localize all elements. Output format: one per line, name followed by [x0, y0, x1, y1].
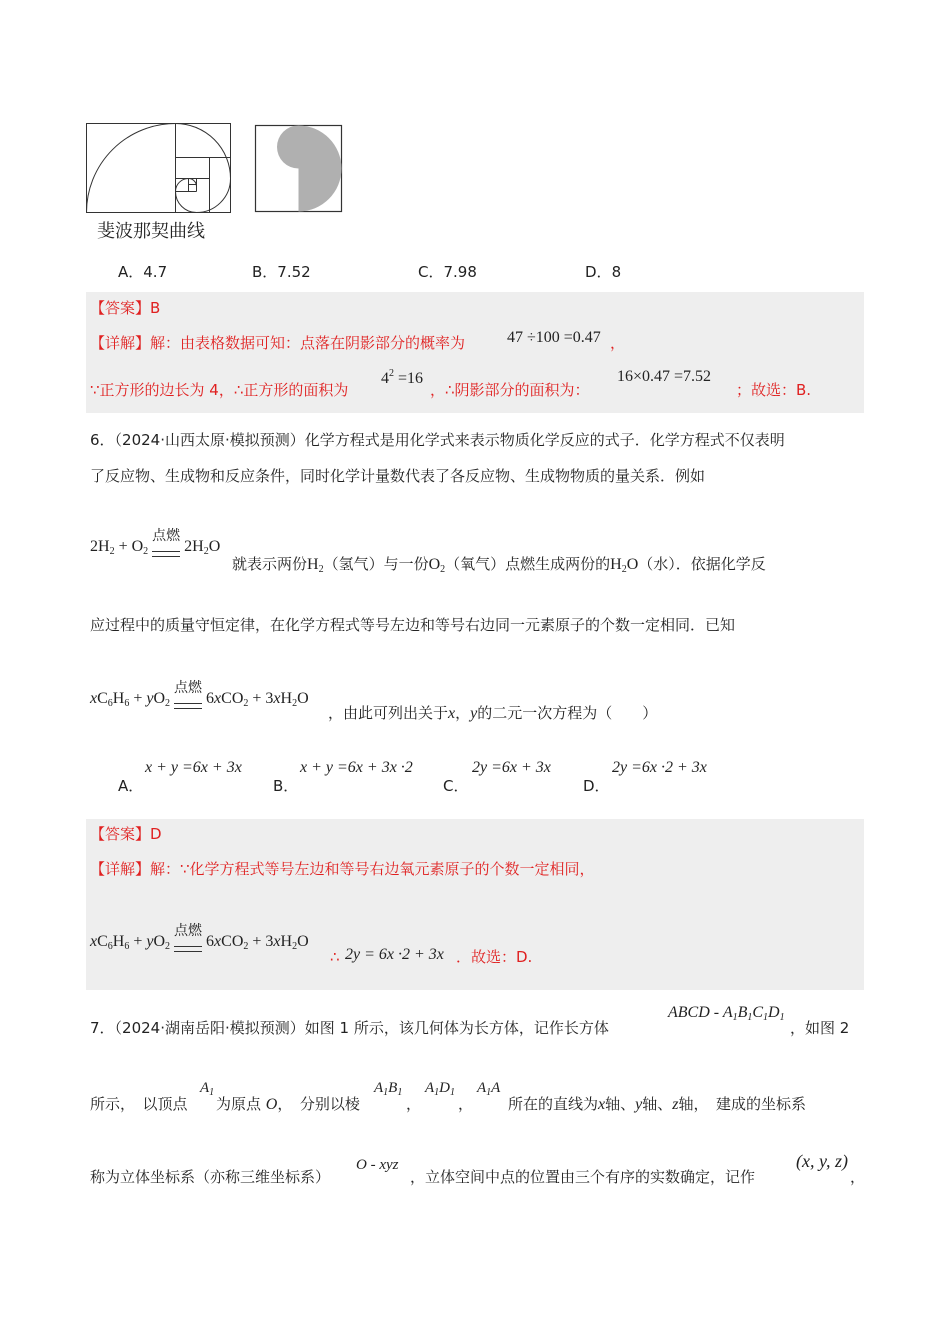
shaded-square-figure	[256, 126, 342, 212]
q7-line-2b: 为原点 O， 分别以棱	[216, 1095, 360, 1113]
option-c-math: 2y =6x + 3x	[472, 759, 551, 776]
q6-line-5: ，由此可列出关于x，y的二元一次方程为（ ）	[328, 704, 658, 722]
final-text: ．故选：D.	[456, 948, 533, 966]
q7-line-3b: ，立体空间中点的位置由三个有序的实数确定，记作	[410, 1168, 756, 1186]
comma-sep: ，	[458, 1095, 474, 1113]
edge-a1a: $A_1A$	[477, 1080, 501, 1098]
water-equation: $2H_2 + O_2$ 点燃 $2H_2O$	[90, 538, 220, 557]
probability-formula: 47 ÷100 =0.47	[507, 329, 601, 346]
area-formula: $4^2 =16$	[381, 368, 424, 387]
option-a-letter: A．	[118, 777, 144, 795]
answer-label: 【答案】B	[90, 299, 161, 317]
edge-a1d1: $A_1D_1$	[425, 1080, 456, 1098]
option-b-letter: B．	[273, 777, 299, 795]
q6-line-2: 了反应物、生成物和反应条件，同时化学计量数代表了各反应物、生成物物质的量关系．例如	[90, 467, 706, 485]
q6-line-3: 就表示两份$H_2$（氢气）与一份$O_2$（氧气）点燃生成两份的$H_2O$（水）．依据化学反	[232, 555, 766, 575]
option-b: B．7.52	[252, 263, 311, 281]
edge-a1b1: $A_1B_1$	[374, 1080, 403, 1098]
q7-line-3a: 称为立体坐标系（亦称三维坐标系）	[90, 1168, 331, 1186]
option-a: A．4.7	[118, 263, 168, 281]
q6-line-1: 6．（2024·山西太原·模拟预测）化学方程式是用化学式来表示物质化学反应的式子．化学方程式不仅表明	[90, 431, 785, 449]
option-d-math: 2y =6x ·2 + 3x	[612, 759, 707, 776]
option-d: D．8	[585, 263, 622, 281]
comma: ，	[610, 334, 626, 352]
q7-line-2-end: 所在的直线为x轴、y轴、z轴， 建成的坐标系	[508, 1095, 807, 1113]
final-equation: 2y = 6x ·2 + 3x	[345, 946, 444, 963]
option-a-math: x + y =6x + 3x	[145, 759, 242, 776]
therefore-symbol: ∴	[330, 948, 340, 966]
option-d-letter: D．	[583, 777, 610, 795]
condition-label: 点燃	[174, 923, 203, 939]
cuboid-label: ABCD - $A_1B_1C_1D_1$	[668, 1004, 785, 1023]
comma-sep: ，	[406, 1095, 422, 1113]
option-c-letter: C．	[443, 777, 469, 795]
answer-label-q6: 【答案】D	[90, 825, 162, 843]
detail-line-2a: ∵正方形的边长为 4，∴正方形的面积为	[90, 381, 349, 399]
q7-line-2a: 所示， 以顶点	[90, 1095, 188, 1113]
shadow-area-formula: 16×0.47 =7.52	[617, 368, 712, 385]
detail-line-2b: ，∴阴影部分的面积为：	[430, 381, 590, 399]
q7-line-1-end: ，如图 2	[790, 1019, 850, 1037]
detail-line-2c: ；故选：B.	[736, 381, 812, 399]
detail-line-1: 【详解】解：由表格数据可知：点落在阴影部分的概率为	[90, 334, 466, 352]
condition-label: 点燃	[152, 528, 181, 544]
coordinate-system-label: O - xyz	[356, 1157, 399, 1173]
benzene-equation: $xC_6H_6 + yO_2$ 点燃 $6xCO_2 + 3xH_2O$	[90, 690, 309, 709]
option-b-math: x + y =6x + 3x ·2	[300, 759, 413, 776]
coordinate-tuple: (x, y, z)	[796, 1151, 848, 1171]
q7-line-3-end: ，	[850, 1168, 866, 1186]
vertex-a1: $A_1$	[200, 1080, 215, 1098]
condition-label: 点燃	[174, 680, 203, 696]
fibonacci-spiral-figure	[86, 123, 346, 215]
q6-detail-line-1: 【详解】解：∵化学方程式等号左边和等号右边氧元素原子的个数一定相同，	[90, 860, 595, 878]
benzene-equation-answer: $xC_6H_6 + yO_2$ 点燃 $6xCO_2 + 3xH_2O$	[90, 933, 309, 952]
q7-line-1: 7．（2024·湖南岳阳·模拟预测）如图 1 所示，该几何体为长方体，记作长方体	[90, 1019, 609, 1037]
fibonacci-caption: 斐波那契曲线	[97, 221, 205, 242]
option-c: C．7.98	[418, 263, 477, 281]
q6-line-4: 应过程中的质量守恒定律，在化学方程式等号左边和等号右边同一元素原子的个数一定相同．已知	[90, 616, 736, 634]
